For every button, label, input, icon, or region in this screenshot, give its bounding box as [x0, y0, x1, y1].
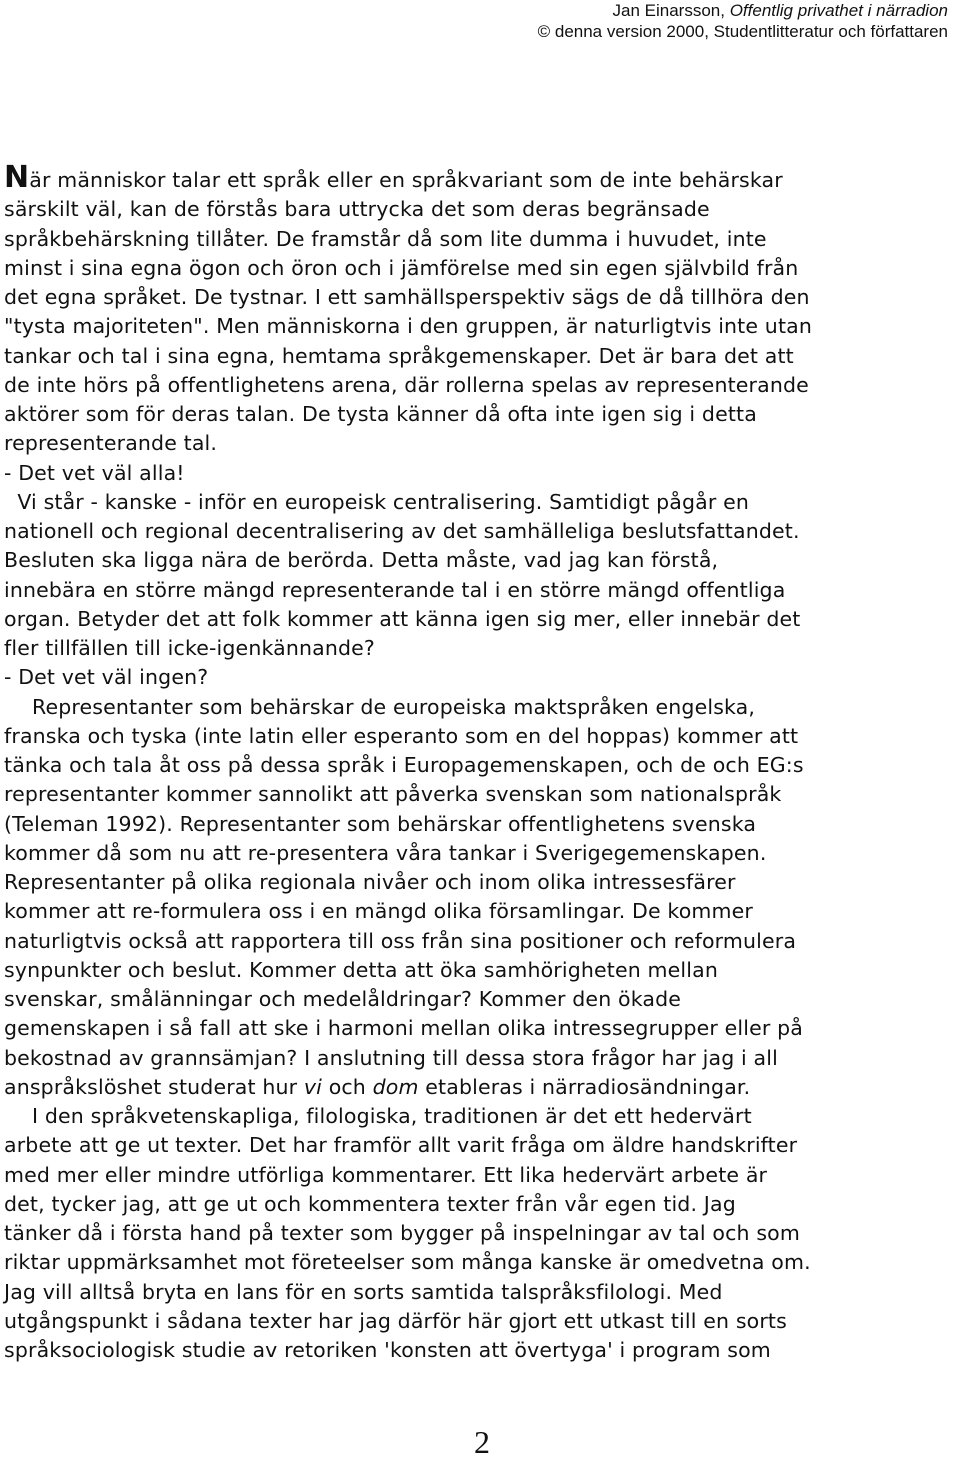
text-line: - Det vet väl alla!: [4, 460, 185, 485]
header-author: Jan Einarsson,: [612, 1, 725, 20]
text-line: utgångspunkt i sådana texter har jag därför här gjort ett utkast till en sorts: [4, 1308, 787, 1333]
text-line: innebära en större mängd representerande tal i en större mängd offentliga: [4, 577, 786, 602]
text-line: språkbehärskning tillåter. De framstår då som lite dumma i huvudet, inte: [4, 226, 767, 251]
text-line: "tysta majoriteten". Men människorna i den gruppen, är naturligtvis inte utan: [4, 314, 812, 339]
text-line: tänka och tala åt oss på dessa språk i Europagemenskapen, och de och EG:s: [4, 753, 804, 777]
text-line: Representanter på olika regionala nivåer och inom olika intressesfärer: [4, 870, 736, 894]
running-header: [538, 0, 948, 42]
text-line: gemenskapen i så fall att ske i harmoni mellan olika intressegrupper eller på: [4, 1016, 803, 1041]
text-line: det, tycker jag, att ge ut och kommentera texter från vår egen tid. Jag: [4, 1191, 736, 1216]
text-line: arbete att ge ut texter. Det har framför allt varit fråga om äldre handskrifter: [4, 1133, 798, 1158]
text-line: Besluten ska ligga nära de berörda. Detta måste, vad jag kan förstå,: [4, 548, 719, 573]
text-line: det egna språket. De tystnar. I ett samhällsperspektiv sägs de då tillhöra den: [4, 285, 810, 309]
text-line: med mer eller mindre utförliga kommentarer. Ett lika hedervärt arbete är: [4, 1162, 768, 1187]
text-line: Vi står - kanske - inför en europeisk centralisering. Samtidigt pågår en: [4, 489, 750, 514]
text-line: representanter kommer sannolikt att påverka svenskan som nationalspråk: [4, 782, 782, 807]
text-line: representerande tal.: [4, 431, 218, 456]
drop-cap: N: [4, 160, 30, 195]
text-span: och: [322, 1074, 373, 1099]
text-line: riktar uppmärksamhet mot företeelser som många kanske är omedvetna om.: [4, 1250, 811, 1275]
text-line: franska och tyska (inte latin eller esperanto som en del hoppas) kommer att: [4, 723, 799, 748]
text-line: svenskar, smålänningar och medelåldringar? Kommer den ökade: [4, 987, 681, 1011]
italic-vi: vi: [303, 1074, 323, 1099]
header-work-title: Offentlig privathet i närradion: [729, 1, 948, 20]
text-line: kommer då som nu att re-presentera våra tankar i Sverigegemenskapen.: [4, 840, 767, 865]
italic-dom: dom: [372, 1074, 419, 1099]
text-line: Representanter som behärskar de europeiska maktspråken engelska,: [32, 694, 756, 719]
text-line: aktörer som för deras talan. De tysta känner då ofta inte igen sig i detta: [4, 402, 757, 426]
text-line: de inte hörs på offentlighetens arena, där rollerna spelas av representerande: [4, 372, 809, 397]
text-span: är människor talar ett språk eller en språkvariant som de inte behärskar: [29, 168, 783, 192]
page-number: 2: [474, 1424, 490, 1460]
text-line: (Teleman 1992). Representanter som behärskar offentlighetens svenska: [4, 811, 757, 836]
text-span: etableras i närradiosändningar.: [418, 1074, 751, 1099]
text-line: naturligtvis också att rapportera till oss från sina positioner och reformulera: [4, 928, 797, 953]
body-text: [4, 160, 959, 1365]
text-line: - Det vet väl ingen?: [4, 665, 209, 690]
text-line: särskilt väl, kan de förstås bara uttrycka det som deras begränsade: [4, 197, 710, 222]
text-line: I den språkvetenskapliga, filologiska, traditionen är det ett hedervärt: [32, 1104, 752, 1128]
text-line: minst i sina egna ögon och öron och i jämförelse med sin egen självbild från: [4, 255, 799, 280]
text-line: tänker då i första hand på texter som bygger på inspelningar av tal och som: [4, 1221, 800, 1245]
text-span: anspråkslöshet studerat hur: [4, 1074, 304, 1099]
text-line: tankar och tal i sina egna, hemtama språkgemenskaper. Det är bara det att: [4, 343, 794, 368]
header-author-title: [538, 0, 948, 21]
text-line: nationell och regional decentralisering av det samhälleliga beslutsfattandet.: [4, 519, 800, 543]
text-line: organ. Betyder det att folk kommer att känna igen sig mer, eller innebär det: [4, 606, 801, 631]
text-line: fler tillfällen till icke-igenkännande?: [4, 636, 375, 660]
text-line: [4, 160, 959, 195]
text-line: synpunkter och beslut. Kommer detta att öka samhörigheten mellan: [4, 957, 718, 982]
text-line: Jag vill alltså bryta en lans för en sorts samtida talspråksfilologi. Med: [4, 1279, 723, 1304]
text-line: [4, 1073, 959, 1102]
text-line: språksociologisk studie av retoriken 'konsten att övertyga' i program som: [4, 1338, 771, 1362]
header-copyright: © denna version 2000, Studentlitteratur och författaren: [537, 22, 948, 41]
text-line: kommer att re-formulera oss i en mängd olika församlingar. De kommer: [4, 899, 753, 924]
text-line: bekostnad av grannsämjan? I anslutning till dessa stora frågor har jag i all: [4, 1045, 778, 1070]
